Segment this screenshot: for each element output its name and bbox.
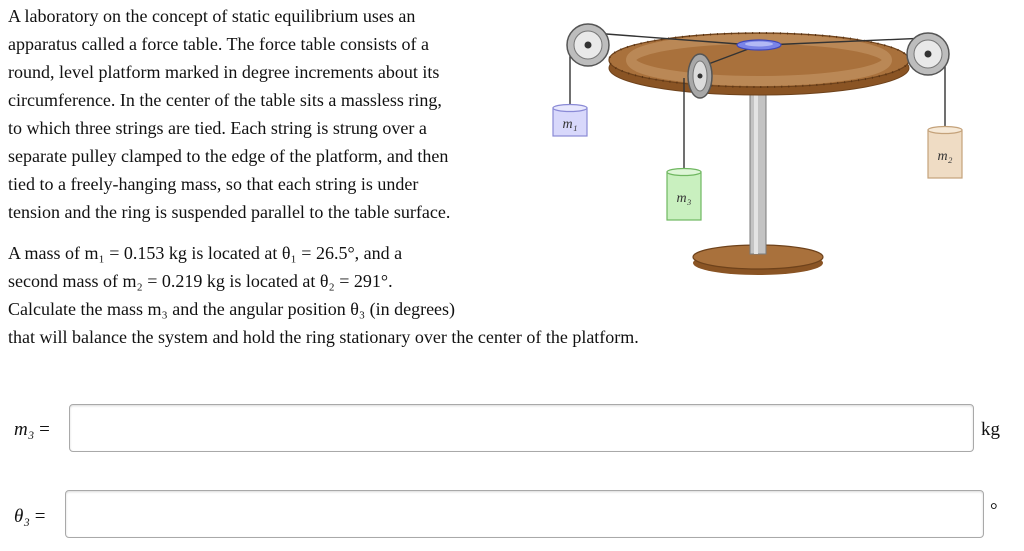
intro-line: to which three strings are tied. Each string is strung over a [8,118,427,138]
pulley-icon [688,54,712,98]
m3-input[interactable] [69,404,974,452]
intro-line: tied to a freely-hanging mass, so that each string is under [8,174,419,194]
m3-symbol: m₃ [14,419,35,440]
mass-m2-label: m₂ [937,149,953,164]
theta3-answer-label [14,506,45,528]
intro-line: A laboratory on the concept of static equilibrium uses an [8,6,416,26]
pulley-icon [907,33,949,75]
intro-line: circumference. In the center of the table sits a massless ring, [8,90,442,110]
mass-m2 [928,127,962,179]
intro-line: round, level platform marked in degree increments about its [8,62,440,82]
pulley-icon [567,24,609,66]
equals-sign: = [34,506,46,527]
force-table-figure [545,18,975,280]
intro-line: apparatus called a force table. The force table consists of a [8,34,429,54]
m3-answer-label [14,419,50,441]
mass-m1-label: m₁ [562,117,578,132]
mass-m3 [667,169,701,221]
theta3-symbol: θ₃ [14,506,30,527]
question-line: that will balance the system and hold the ring stationary over the center of the platform. [8,327,639,347]
intro-line: tension and the ring is suspended parallel to the table surface. [8,202,451,222]
problem-intro [8,2,548,226]
theta3-unit: ° [990,500,998,521]
question-line: A mass of m₁ = 0.153 kg is located at θ₁ = 26.5°, and a [8,243,403,263]
question-line: Calculate the mass m₃ and the angular position θ₃ (in degrees) [8,299,456,319]
intro-line: separate pulley clamped to the edge of the platform, and then [8,146,449,166]
theta3-input[interactable] [65,490,984,538]
mass-m3-label: m₃ [676,191,692,206]
equals-sign: = [39,419,50,440]
question-line: second mass of m₂ = 0.219 kg is located at θ₂ = 291°. [8,271,393,291]
m3-unit: kg [981,419,1000,440]
mass-m1 [553,105,587,137]
